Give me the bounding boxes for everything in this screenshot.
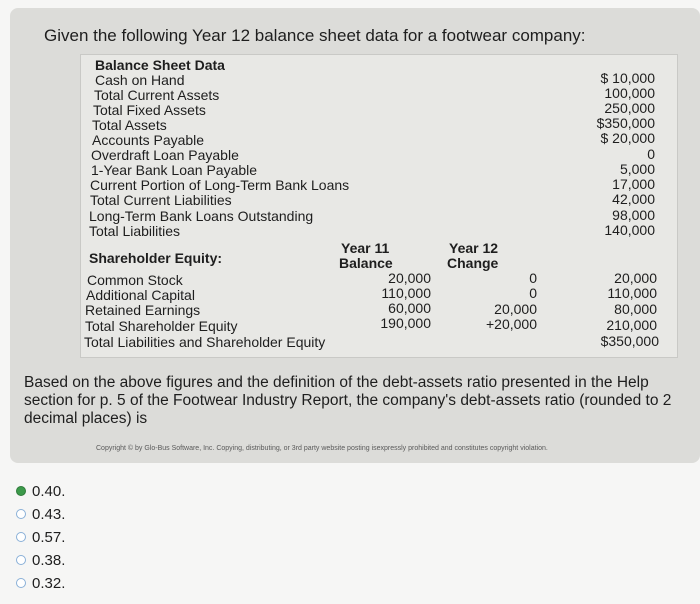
equity-total: 20,000 [614,270,657,286]
prompt-text: Based on the above figures and the definition of the debt-assets ratio presented in the Help section for p. 5 of the Footwear Industry Report, the company's debt-assets ratio (rounded to 2 decimal places) is [24,374,672,427]
col-year11-line1: Year 11 [341,240,390,256]
equity-row-label: Additional Capital [86,287,195,303]
radio-icon[interactable] [16,532,26,542]
equity-row-label: Total Liabilities and Shareholder Equity [84,334,326,350]
equity-header: Shareholder Equity: [89,250,223,266]
equity-row-label: Common Stock [87,272,183,288]
equity-change: +20,000 [486,316,537,332]
row-value: 42,000 [612,191,655,207]
option-label: 0.32. [32,575,66,592]
row-value: $350,000 [596,115,655,131]
copyright-notice: Copyright © by Glo-Bus Software, Inc. Copying, distributing, or 3rd party website posting isexpressly prohibited and constitutes copyright violation. [96,445,548,452]
row-label: Long-Term Bank Loans Outstanding [89,208,314,224]
row-value: 140,000 [604,222,655,238]
row-label: Total Assets [92,117,167,133]
row-label: Total Current Liabilities [90,192,232,208]
equity-y11: 60,000 [388,300,431,316]
row-label: Overdraft Loan Payable [91,147,239,163]
option-label: 0.57. [32,529,66,546]
equity-change: 0 [529,285,537,301]
equity-total: $350,000 [600,333,659,349]
radio-icon[interactable] [16,555,26,565]
option-label: 0.40. [32,483,66,500]
row-value: 250,000 [604,100,655,116]
question-text: Given the following Year 12 balance sheet data for a footwear company: [44,26,586,45]
row-value: $ 20,000 [600,130,655,146]
option-label: 0.43. [32,506,66,523]
equity-total: 80,000 [614,301,657,317]
equity-change: 20,000 [494,301,537,317]
equity-y11: 190,000 [380,315,431,331]
row-value: 17,000 [612,176,655,192]
row-label: Total Liabilities [89,223,181,239]
equity-row-label: Retained Earnings [85,302,201,318]
radio-icon[interactable] [16,509,26,519]
row-label: Total Fixed Assets [93,102,206,118]
equity-y11: 110,000 [381,285,431,301]
col-year12-line1: Year 12 [449,240,499,256]
row-value: 0 [647,146,655,162]
col-year12-line2: Change [447,255,499,271]
question-card [10,8,700,463]
row-value: 5,000 [619,161,655,177]
row-label: Current Portion of Long-Term Bank Loans [90,177,350,193]
option-label: 0.38. [32,552,66,569]
table-header: Balance Sheet Data [95,57,225,73]
equity-total: 210,000 [606,317,657,333]
row-value: 100,000 [604,85,655,101]
equity-change: 0 [529,270,537,286]
equity-total: 110,000 [607,285,657,301]
radio-selected-icon[interactable] [16,486,26,496]
row-label: Cash on Hand [95,72,185,88]
balance-sheet-table [80,54,678,358]
row-label: Total Current Assets [94,87,220,103]
equity-row-label: Total Shareholder Equity [85,318,238,334]
row-label: Accounts Payable [92,132,205,148]
col-year11-line2: Balance [339,255,393,271]
radio-icon[interactable] [16,578,26,588]
equity-y11: 20,000 [388,270,431,286]
row-value: $ 10,000 [600,70,655,86]
row-value: 98,000 [612,207,655,223]
row-label: 1-Year Bank Loan Payable [91,162,258,178]
